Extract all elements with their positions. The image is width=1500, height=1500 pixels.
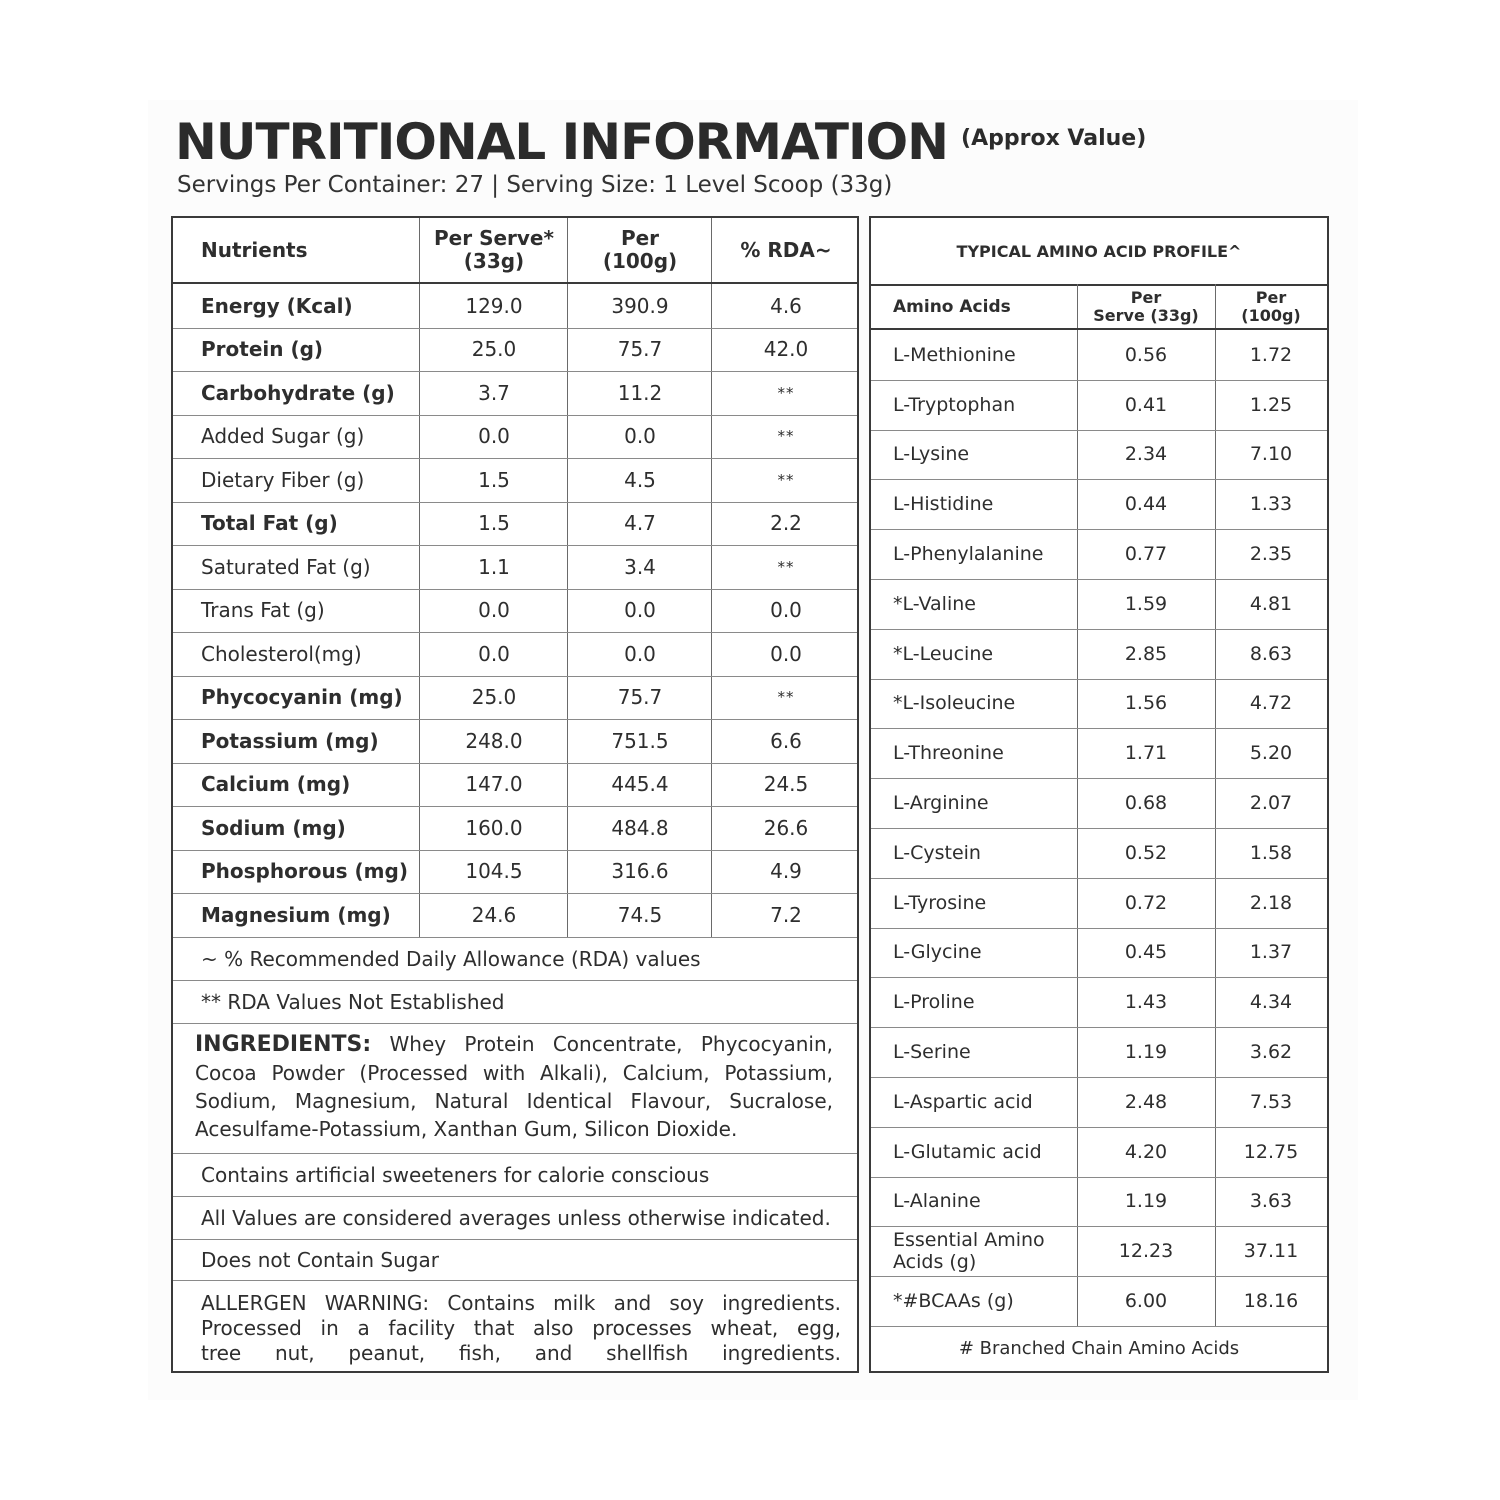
amino-acid-name: L-Threonine bbox=[893, 742, 1004, 765]
per-serve-value: 25.0 bbox=[471, 685, 517, 710]
nutrient-name: Calcium (mg) bbox=[201, 772, 351, 797]
nutrition-table bbox=[171, 216, 859, 1373]
per-serve-value: 160.0 bbox=[465, 815, 523, 840]
amino-per-serve-value: 4.20 bbox=[1124, 1140, 1168, 1163]
amino-acid-name: L-Phenylalanine bbox=[893, 543, 1044, 566]
amino-per-serve-value: 2.48 bbox=[1124, 1090, 1168, 1113]
rda-value: 0.0 bbox=[770, 641, 802, 666]
amino-per-serve-value: 1.19 bbox=[1124, 1041, 1168, 1064]
amino-per-100g-value: 18.16 bbox=[1243, 1290, 1299, 1313]
rda-value: 7.2 bbox=[770, 902, 802, 927]
rda-value: 0.0 bbox=[770, 598, 802, 623]
per-100g-value: 75.7 bbox=[617, 337, 663, 362]
per-100g-value: 4.7 bbox=[624, 511, 656, 536]
header-per-serve: Per Serve* (33g) bbox=[434, 226, 554, 273]
amino-per-serve-value: 0.68 bbox=[1124, 792, 1168, 815]
nutrient-name: Magnesium (mg) bbox=[201, 902, 391, 927]
amino-per-serve-value: 12.23 bbox=[1118, 1240, 1174, 1263]
amino-per-100g-value: 4.34 bbox=[1249, 991, 1293, 1014]
per-serve-value: 0.0 bbox=[478, 641, 510, 666]
rda-note: ~ % Recommended Daily Allowance (RDA) values bbox=[201, 946, 701, 971]
amino-per-serve-value: 1.59 bbox=[1124, 592, 1168, 615]
amino-per-100g-value: 4.72 bbox=[1249, 692, 1293, 715]
per-100g-value: 0.0 bbox=[624, 598, 656, 623]
amino-per-serve-value: 1.71 bbox=[1124, 742, 1168, 765]
rda-value: ** bbox=[777, 470, 795, 489]
amino-per-serve-value: 1.43 bbox=[1124, 991, 1168, 1014]
per-serve-value: 104.5 bbox=[465, 859, 523, 884]
per-100g-value: 4.5 bbox=[624, 467, 656, 492]
nutrient-name: Energy (Kcal) bbox=[201, 293, 353, 318]
rda-value: 4.6 bbox=[770, 293, 802, 318]
row-divider bbox=[173, 632, 857, 633]
row-divider bbox=[173, 589, 857, 590]
amino-acid-name: *L-Valine bbox=[893, 592, 976, 615]
per-100g-value: 0.0 bbox=[624, 641, 656, 666]
amino-acid-name: L-Alanine bbox=[893, 1190, 981, 1213]
amino-acid-name: L-Aspartic acid bbox=[893, 1090, 1033, 1113]
amino-per-serve-value: 0.44 bbox=[1124, 493, 1168, 516]
nutrient-name: Cholesterol(mg) bbox=[201, 641, 362, 666]
nutrient-name: Total Fat (g) bbox=[201, 511, 338, 536]
amino-per-100g-value: 1.72 bbox=[1249, 343, 1293, 366]
amino-per-serve-value: 0.72 bbox=[1124, 891, 1168, 914]
amino-per-100g-value: 7.10 bbox=[1249, 443, 1293, 466]
rda-value: 4.9 bbox=[770, 859, 802, 884]
per-serve-value: 248.0 bbox=[465, 728, 523, 753]
amino-acid-name: L-Methionine bbox=[893, 343, 1016, 366]
row-divider bbox=[173, 415, 857, 416]
amino-acid-name: L-Serine bbox=[893, 1041, 971, 1064]
amino-per-100g-value: 2.18 bbox=[1249, 891, 1293, 914]
amino-per-serve-value: 1.19 bbox=[1124, 1190, 1168, 1213]
header-amino-acids: Amino Acids bbox=[893, 297, 1011, 317]
row-divider bbox=[173, 371, 857, 372]
header-amino-per-serve: Per Serve (33g) bbox=[1093, 288, 1199, 325]
amino-acid-name: L-Glycine bbox=[893, 941, 982, 964]
per-serve-value: 1.5 bbox=[478, 511, 510, 536]
amino-per-100g-value: 1.25 bbox=[1249, 393, 1293, 416]
per-100g-value: 484.8 bbox=[611, 815, 669, 840]
amino-acid-name: L-Tryptophan bbox=[893, 393, 1016, 416]
nutrient-name: Potassium (mg) bbox=[201, 728, 379, 753]
per-serve-value: 1.1 bbox=[478, 554, 510, 579]
amino-acid-name: Essential Amino Acids (g) bbox=[893, 1229, 1045, 1274]
nutrient-name: Protein (g) bbox=[201, 337, 324, 362]
nutrient-name: Phosphorous (mg) bbox=[201, 859, 408, 884]
row-divider bbox=[173, 763, 857, 764]
bcaa-footnote: # Branched Chain Amino Acids bbox=[958, 1338, 1240, 1359]
header-nutrients: Nutrients bbox=[201, 238, 308, 262]
sweetener-note: Contains artificial sweeteners for calorie conscious bbox=[201, 1162, 710, 1187]
per-100g-value: 75.7 bbox=[617, 685, 663, 710]
amino-per-serve-value: 0.52 bbox=[1124, 841, 1168, 864]
per-serve-value: 1.5 bbox=[478, 467, 510, 492]
rda-value: ** bbox=[777, 557, 795, 576]
page-title: NUTRITIONAL INFORMATION bbox=[175, 113, 948, 171]
title-note: (Approx Value) bbox=[961, 126, 1147, 151]
row-divider bbox=[173, 1280, 857, 1281]
averages-note: All Values are considered averages unless otherwise indicated. bbox=[201, 1205, 831, 1230]
row-divider bbox=[173, 719, 857, 720]
row-divider bbox=[173, 893, 857, 894]
per-100g-value: 751.5 bbox=[611, 728, 669, 753]
amino-per-serve-value: 6.00 bbox=[1124, 1290, 1168, 1313]
amino-acid-name: L-Tyrosine bbox=[893, 891, 987, 914]
per-100g-value: 3.4 bbox=[624, 554, 656, 579]
sugar-note: Does not Contain Sugar bbox=[201, 1247, 439, 1272]
header-amino-per-100g: Per (100g) bbox=[1241, 288, 1301, 325]
nutrient-name: Phycocyanin (mg) bbox=[201, 685, 403, 710]
per-100g-value: 0.0 bbox=[624, 424, 656, 449]
amino-per-100g-value: 3.62 bbox=[1249, 1041, 1293, 1064]
rda-value: ** bbox=[777, 383, 795, 402]
amino-per-serve-value: 0.56 bbox=[1124, 343, 1168, 366]
per-serve-value: 0.0 bbox=[478, 598, 510, 623]
amino-per-serve-value: 0.45 bbox=[1124, 941, 1168, 964]
amino-acid-name: L-Arginine bbox=[893, 792, 989, 815]
amino-per-100g-value: 2.07 bbox=[1249, 792, 1293, 815]
amino-acid-name: L-Proline bbox=[893, 991, 975, 1014]
rda-value: 26.6 bbox=[763, 815, 809, 840]
amino-per-100g-value: 12.75 bbox=[1243, 1140, 1299, 1163]
amino-per-serve-value: 0.41 bbox=[1124, 393, 1168, 416]
amino-per-serve-value: 2.34 bbox=[1124, 443, 1168, 466]
per-serve-value: 129.0 bbox=[465, 293, 523, 318]
nutrient-name: Added Sugar (g) bbox=[201, 424, 365, 449]
rda-not-established-note: ** RDA Values Not Established bbox=[201, 989, 505, 1014]
header-rda: % RDA~ bbox=[740, 238, 832, 262]
serving-info: Servings Per Container: 27 | Serving Size: 1 Level Scoop (33g) bbox=[177, 172, 893, 198]
per-serve-value: 147.0 bbox=[465, 772, 523, 797]
amino-per-100g-value: 1.58 bbox=[1249, 841, 1293, 864]
amino-acid-name: *L-Leucine bbox=[893, 642, 994, 665]
nutrient-name: Dietary Fiber (g) bbox=[201, 467, 365, 492]
amino-per-100g-value: 37.11 bbox=[1243, 1240, 1299, 1263]
amino-acid-name: *L-Isoleucine bbox=[893, 692, 1016, 715]
per-serve-value: 24.6 bbox=[471, 902, 517, 927]
amino-title: TYPICAL AMINO ACID PROFILE^ bbox=[956, 241, 1242, 261]
row-divider bbox=[173, 850, 857, 851]
amino-per-100g-value: 4.81 bbox=[1249, 592, 1293, 615]
ingredients bbox=[195, 1030, 833, 1143]
row-divider bbox=[173, 545, 857, 546]
amino-acid-table bbox=[869, 216, 1329, 1373]
per-serve-value: 0.0 bbox=[478, 424, 510, 449]
amino-per-serve-value: 0.77 bbox=[1124, 543, 1168, 566]
amino-per-serve-value: 1.56 bbox=[1124, 692, 1168, 715]
per-serve-value: 3.7 bbox=[478, 380, 510, 405]
allergen-warning: ALLERGEN WARNING: Contains milk and soy ingredients. Processed in a facility that also processes wheat, egg, tree nut, peanut, fish, and shellfish ingredients. bbox=[201, 1291, 841, 1365]
amino-per-100g-value: 7.53 bbox=[1249, 1090, 1293, 1113]
rda-value: ** bbox=[777, 688, 795, 707]
amino-per-serve-value: 2.85 bbox=[1124, 642, 1168, 665]
rda-value: 24.5 bbox=[763, 772, 809, 797]
per-100g-value: 445.4 bbox=[611, 772, 669, 797]
amino-per-100g-value: 3.63 bbox=[1249, 1190, 1293, 1213]
amino-acid-name: L-Lysine bbox=[893, 443, 970, 466]
nutrient-name: Carbohydrate (g) bbox=[201, 380, 395, 405]
per-serve-value: 25.0 bbox=[471, 337, 517, 362]
row-divider bbox=[173, 502, 857, 503]
row-divider bbox=[173, 1023, 857, 1024]
per-100g-value: 316.6 bbox=[611, 859, 669, 884]
ingredients-label: INGREDIENTS: bbox=[195, 1032, 372, 1057]
rda-value: 6.6 bbox=[770, 728, 802, 753]
amino-acid-name: L-Cystein bbox=[893, 841, 981, 864]
amino-acid-name: L-Glutamic acid bbox=[893, 1140, 1042, 1163]
ingredients-text: Whey Protein Concentrate, Phycocyanin, Cocoa Powder (Processed with Alkali), Calcium, Potassium, Sodium, Magnesium, Natural Identical Flavour, Sucralose, Acesulfame-Potassium, Xanthan Gum, Silicon Dioxide. bbox=[195, 1032, 834, 1141]
amino-acid-name: L-Histidine bbox=[893, 493, 994, 516]
per-100g-value: 74.5 bbox=[617, 902, 663, 927]
row-divider bbox=[173, 676, 857, 677]
header-per-100g: Per (100g) bbox=[602, 226, 678, 273]
per-100g-value: 390.9 bbox=[611, 293, 669, 318]
amino-per-100g-value: 8.63 bbox=[1249, 642, 1293, 665]
row-divider bbox=[173, 806, 857, 807]
row-divider bbox=[173, 458, 857, 459]
nutrient-name: Saturated Fat (g) bbox=[201, 554, 371, 579]
amino-acid-name: *#BCAAs (g) bbox=[893, 1290, 1014, 1313]
rda-value: 42.0 bbox=[763, 337, 809, 362]
amino-per-100g-value: 5.20 bbox=[1249, 742, 1293, 765]
amino-per-100g-value: 1.33 bbox=[1249, 493, 1293, 516]
rda-value: ** bbox=[777, 427, 795, 446]
per-100g-value: 11.2 bbox=[617, 380, 663, 405]
amino-per-100g-value: 1.37 bbox=[1249, 941, 1293, 964]
nutrient-name: Trans Fat (g) bbox=[201, 598, 325, 623]
title-row bbox=[175, 113, 1146, 177]
rda-value: 2.2 bbox=[770, 511, 802, 536]
amino-per-100g-value: 2.35 bbox=[1249, 543, 1293, 566]
nutrient-name: Sodium (mg) bbox=[201, 815, 346, 840]
row-divider bbox=[173, 328, 857, 329]
